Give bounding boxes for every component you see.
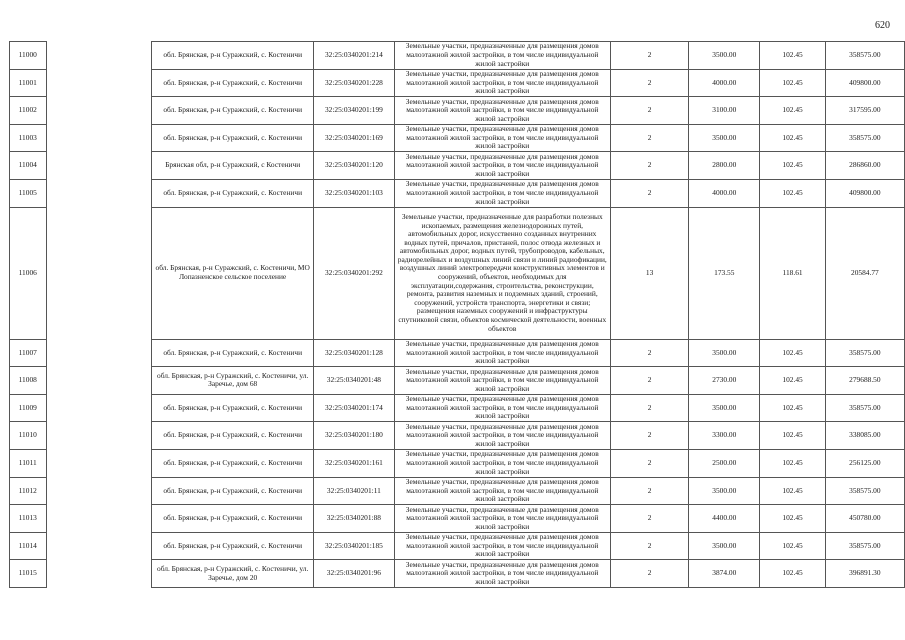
area-cell: 3500.00: [689, 532, 760, 560]
empty-cell: [46, 367, 152, 395]
table-row: [10, 560, 905, 588]
row-number-cell: 11006: [10, 207, 47, 339]
land-use-cell: Земельные участки, предназначенные для размещения домов малоэтажной жилой застройки, в том числе индивидуальной жилой застройки: [394, 42, 610, 70]
area-cell: 3500.00: [689, 339, 760, 367]
row-number-cell: 11002: [10, 97, 47, 125]
table-row: [10, 207, 905, 339]
specific-value-cell: 118.61: [760, 207, 825, 339]
table-row: [10, 505, 905, 533]
address-cell: обл. Брянская, р-н Суражский, с. Костеничи: [152, 449, 314, 477]
cadastral-number-cell: 32:25:0340201:292: [314, 207, 394, 339]
row-number-cell: 11004: [10, 152, 47, 180]
land-use-cell: Земельные участки, предназначенные для разработки полезных ископаемых, размещения железнодорожных путей, автомобильных дорог, искусственно созданных внутренних водных путей, причалов, пристаней, полос отвода железных и автомобильных дорог, водных путей, трубопроводов, кабельных, радиорелейных и воздушных линий связи и линий радиофикации, воздушных линий электропередачи конструктивных элементов и сооружений, объектов, необходимых для эксплуатации,содержания, строительства, реконструкции, ремонта, развития наземных и подземных зданий, строений, сооружений, устройств транспорта, энергетики и связи; размещения наземных сооружений и инфраструктуры спутниковой связи, объектов космической деятельности, военных объектов: [394, 207, 610, 339]
row-number-cell: 11013: [10, 505, 47, 533]
specific-value-cell: 102.45: [760, 339, 825, 367]
empty-cell: [46, 532, 152, 560]
use-code-cell: 2: [611, 179, 689, 207]
cadastral-value-cell: 450780.00: [825, 505, 904, 533]
table-row: [10, 394, 905, 422]
land-use-cell: Земельные участки, предназначенные для размещения домов малоэтажной жилой застройки, в том числе индивидуальной жилой застройки: [394, 69, 610, 97]
cadastral-number-cell: 32:25:0340201:96: [314, 560, 394, 588]
area-cell: 173.55: [689, 207, 760, 339]
empty-cell: [46, 152, 152, 180]
land-use-cell: Земельные участки, предназначенные для размещения домов малоэтажной жилой застройки, в том числе индивидуальной жилой застройки: [394, 449, 610, 477]
specific-value-cell: 102.45: [760, 152, 825, 180]
specific-value-cell: 102.45: [760, 367, 825, 395]
land-use-cell: Земельные участки, предназначенные для размещения домов малоэтажной жилой застройки, в том числе индивидуальной жилой застройки: [394, 152, 610, 180]
land-use-cell: Земельные участки, предназначенные для размещения домов малоэтажной жилой застройки, в том числе индивидуальной жилой застройки: [394, 394, 610, 422]
specific-value-cell: 102.45: [760, 532, 825, 560]
row-number-cell: 11008: [10, 367, 47, 395]
specific-value-cell: 102.45: [760, 179, 825, 207]
address-cell: обл. Брянская, р-н Суражский, с. Костеничи: [152, 97, 314, 125]
address-cell: Брянская обл, р-н Суражский, с Костеничи: [152, 152, 314, 180]
use-code-cell: 2: [611, 449, 689, 477]
use-code-cell: 2: [611, 97, 689, 125]
land-use-cell: Земельные участки, предназначенные для размещения домов малоэтажной жилой застройки, в том числе индивидуальной жилой застройки: [394, 477, 610, 505]
cadastral-value-cell: 338085.00: [825, 422, 904, 450]
area-cell: 3100.00: [689, 97, 760, 125]
land-use-cell: Земельные участки, предназначенные для размещения домов малоэтажной жилой застройки, в том числе индивидуальной жилой застройки: [394, 505, 610, 533]
area-cell: 3874.00: [689, 560, 760, 588]
land-use-cell: Земельные участки, предназначенные для размещения домов малоэтажной жилой застройки, в том числе индивидуальной жилой застройки: [394, 367, 610, 395]
cadastral-number-cell: 32:25:0340201:214: [314, 42, 394, 70]
row-number-cell: 11012: [10, 477, 47, 505]
land-use-cell: Земельные участки, предназначенные для размещения домов малоэтажной жилой застройки, в том числе индивидуальной жилой застройки: [394, 532, 610, 560]
cadastral-number-cell: 32:25:0340201:103: [314, 179, 394, 207]
empty-cell: [46, 207, 152, 339]
land-use-cell: Земельные участки, предназначенные для размещения домов малоэтажной жилой застройки, в том числе индивидуальной жилой застройки: [394, 124, 610, 152]
cadastral-number-cell: 32:25:0340201:128: [314, 339, 394, 367]
table-row: [10, 339, 905, 367]
empty-cell: [46, 422, 152, 450]
use-code-cell: 2: [611, 69, 689, 97]
cadastral-number-cell: 32:25:0340201:120: [314, 152, 394, 180]
empty-cell: [46, 449, 152, 477]
area-cell: 2500.00: [689, 449, 760, 477]
cadastral-number-cell: 32:25:0340201:161: [314, 449, 394, 477]
row-number-cell: 11003: [10, 124, 47, 152]
address-cell: обл. Брянская, р-н Суражский, с. Костеничи: [152, 339, 314, 367]
use-code-cell: 2: [611, 394, 689, 422]
row-number-cell: 11010: [10, 422, 47, 450]
cadastral-value-table: [9, 41, 905, 588]
use-code-cell: 2: [611, 124, 689, 152]
area-cell: 3500.00: [689, 394, 760, 422]
empty-cell: [46, 69, 152, 97]
empty-cell: [46, 505, 152, 533]
empty-cell: [46, 97, 152, 125]
cadastral-number-cell: 32:25:0340201:11: [314, 477, 394, 505]
specific-value-cell: 102.45: [760, 97, 825, 125]
table-row: [10, 449, 905, 477]
cadastral-value-cell: 358575.00: [825, 124, 904, 152]
empty-cell: [46, 179, 152, 207]
empty-cell: [46, 477, 152, 505]
use-code-cell: 2: [611, 422, 689, 450]
cadastral-value-cell: 317595.00: [825, 97, 904, 125]
area-cell: 4000.00: [689, 179, 760, 207]
specific-value-cell: 102.45: [760, 124, 825, 152]
cadastral-value-cell: 358575.00: [825, 339, 904, 367]
table-body: [10, 42, 905, 588]
row-number-cell: 11009: [10, 394, 47, 422]
address-cell: обл. Брянская, р-н Суражский, с. Костеничи: [152, 394, 314, 422]
address-cell: обл. Брянская, р-н Суражский, с. Костеничи: [152, 179, 314, 207]
area-cell: 2730.00: [689, 367, 760, 395]
cadastral-value-cell: 279688.50: [825, 367, 904, 395]
table-row: [10, 69, 905, 97]
address-cell: обл. Брянская, р-н Суражский, с. Костеничи: [152, 532, 314, 560]
use-code-cell: 2: [611, 560, 689, 588]
use-code-cell: 2: [611, 477, 689, 505]
row-number-cell: 11001: [10, 69, 47, 97]
specific-value-cell: 102.45: [760, 477, 825, 505]
table-row: [10, 532, 905, 560]
land-use-cell: Земельные участки, предназначенные для размещения домов малоэтажной жилой застройки, в том числе индивидуальной жилой застройки: [394, 339, 610, 367]
row-number-cell: 11014: [10, 532, 47, 560]
empty-cell: [46, 339, 152, 367]
cadastral-value-cell: 256125.00: [825, 449, 904, 477]
cadastral-value-cell: 358575.00: [825, 532, 904, 560]
table-row: [10, 42, 905, 70]
land-use-cell: Земельные участки, предназначенные для размещения домов малоэтажной жилой застройки, в том числе индивидуальной жилой застройки: [394, 560, 610, 588]
address-cell: обл. Брянская, р-н Суражский, с. Костеничи, ул. Заречье, дом 20: [152, 560, 314, 588]
address-cell: обл. Брянская, р-н Суражский, с. Костеничи, ул. Заречье, дом 68: [152, 367, 314, 395]
use-code-cell: 2: [611, 339, 689, 367]
cadastral-number-cell: 32:25:0340201:180: [314, 422, 394, 450]
cadastral-number-cell: 32:25:0340201:199: [314, 97, 394, 125]
cadastral-value-cell: 358575.00: [825, 477, 904, 505]
address-cell: обл. Брянская, р-н Суражский, с. Костеничи, МО Лопазненское сельское поселение: [152, 207, 314, 339]
empty-cell: [46, 124, 152, 152]
address-cell: обл. Брянская, р-н Суражский, с. Костеничи: [152, 124, 314, 152]
land-use-cell: Земельные участки, предназначенные для размещения домов малоэтажной жилой застройки, в том числе индивидуальной жилой застройки: [394, 179, 610, 207]
land-use-cell: Земельные участки, предназначенные для размещения домов малоэтажной жилой застройки, в том числе индивидуальной жилой застройки: [394, 97, 610, 125]
specific-value-cell: 102.45: [760, 560, 825, 588]
specific-value-cell: 102.45: [760, 449, 825, 477]
cadastral-number-cell: 32:25:0340201:185: [314, 532, 394, 560]
address-cell: обл. Брянская, р-н Суражский, с. Костеничи: [152, 42, 314, 70]
cadastral-value-cell: 396891.30: [825, 560, 904, 588]
use-code-cell: 2: [611, 505, 689, 533]
cadastral-value-cell: 286860.00: [825, 152, 904, 180]
row-number-cell: 11005: [10, 179, 47, 207]
table-row: [10, 124, 905, 152]
address-cell: обл. Брянская, р-н Суражский, с. Костеничи: [152, 477, 314, 505]
specific-value-cell: 102.45: [760, 422, 825, 450]
table-row: [10, 97, 905, 125]
specific-value-cell: 102.45: [760, 42, 825, 70]
land-use-cell: Земельные участки, предназначенные для размещения домов малоэтажной жилой застройки, в том числе индивидуальной жилой застройки: [394, 422, 610, 450]
area-cell: 2800.00: [689, 152, 760, 180]
cadastral-number-cell: 32:25:0340201:174: [314, 394, 394, 422]
area-cell: 4000.00: [689, 69, 760, 97]
area-cell: 3500.00: [689, 124, 760, 152]
use-code-cell: 2: [611, 532, 689, 560]
table-row: [10, 152, 905, 180]
row-number-cell: 11011: [10, 449, 47, 477]
page-number: 620: [875, 20, 890, 31]
address-cell: обл. Брянская, р-н Суражский, с. Костеничи: [152, 69, 314, 97]
cadastral-number-cell: 32:25:0340201:169: [314, 124, 394, 152]
table-row: [10, 367, 905, 395]
use-code-cell: 2: [611, 152, 689, 180]
specific-value-cell: 102.45: [760, 69, 825, 97]
cadastral-value-cell: 20584.77: [825, 207, 904, 339]
use-code-cell: 2: [611, 42, 689, 70]
table-row: [10, 422, 905, 450]
empty-cell: [46, 42, 152, 70]
cadastral-number-cell: 32:25:0340201:88: [314, 505, 394, 533]
address-cell: обл. Брянская, р-н Суражский, с. Костеничи: [152, 422, 314, 450]
cadastral-value-cell: 409800.00: [825, 179, 904, 207]
row-number-cell: 11007: [10, 339, 47, 367]
table-row: [10, 477, 905, 505]
cadastral-number-cell: 32:25:0340201:48: [314, 367, 394, 395]
cadastral-value-cell: 409800.00: [825, 69, 904, 97]
cadastral-value-cell: 358575.00: [825, 394, 904, 422]
specific-value-cell: 102.45: [760, 505, 825, 533]
area-cell: 3500.00: [689, 42, 760, 70]
use-code-cell: 2: [611, 367, 689, 395]
use-code-cell: 13: [611, 207, 689, 339]
table-row: [10, 179, 905, 207]
cadastral-number-cell: 32:25:0340201:228: [314, 69, 394, 97]
cadastral-value-cell: 358575.00: [825, 42, 904, 70]
row-number-cell: 11015: [10, 560, 47, 588]
area-cell: 4400.00: [689, 505, 760, 533]
empty-cell: [46, 394, 152, 422]
area-cell: 3500.00: [689, 477, 760, 505]
area-cell: 3300.00: [689, 422, 760, 450]
address-cell: обл. Брянская, р-н Суражский, с. Костеничи: [152, 505, 314, 533]
row-number-cell: 11000: [10, 42, 47, 70]
specific-value-cell: 102.45: [760, 394, 825, 422]
empty-cell: [46, 560, 152, 588]
